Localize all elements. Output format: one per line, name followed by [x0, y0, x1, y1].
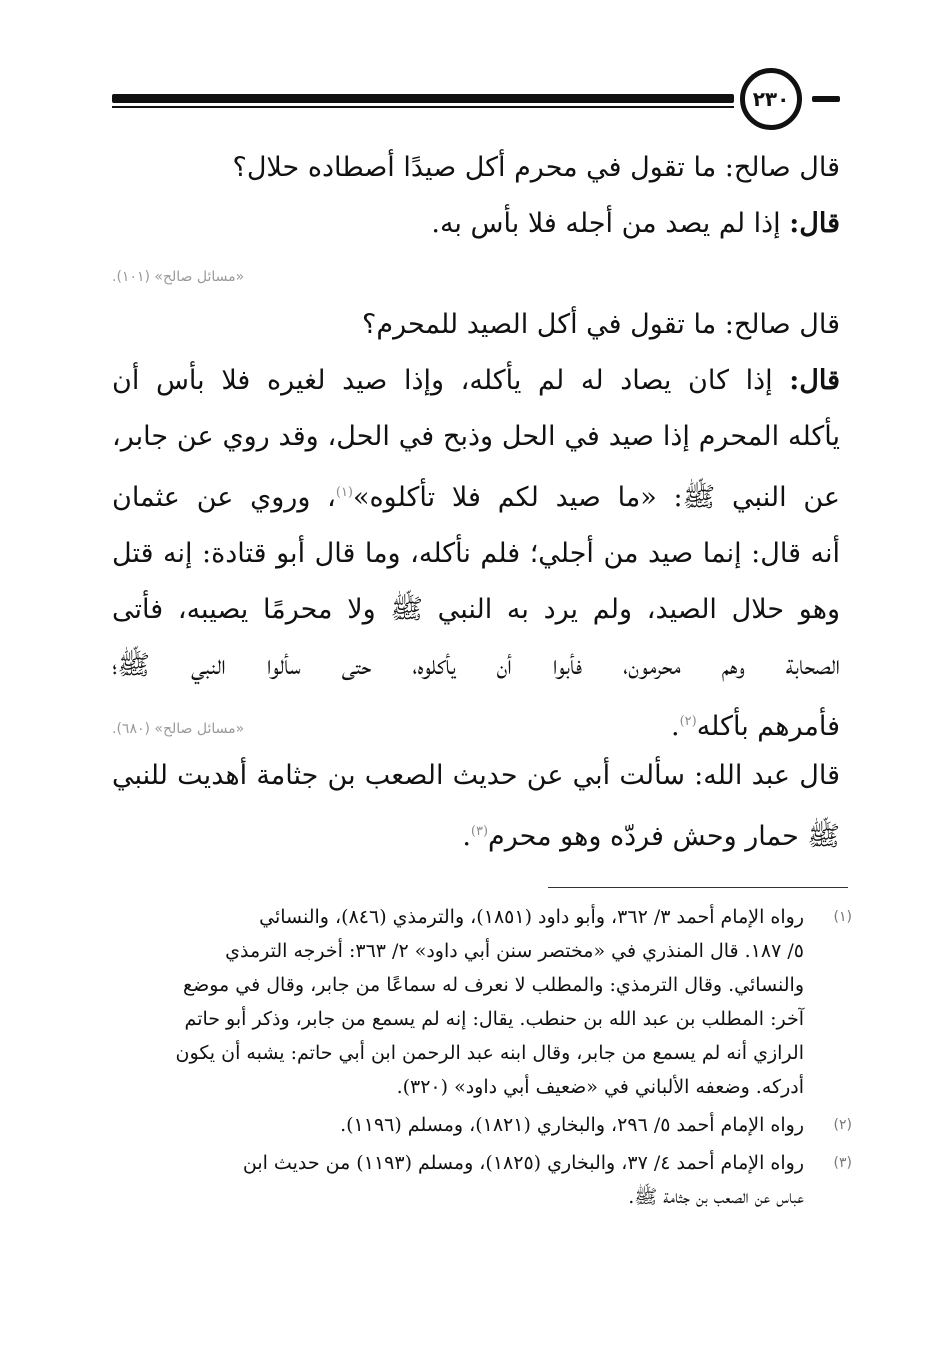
- text-line: [112, 465, 840, 526]
- line-text: عن النبي ﷺ: «ما صيد لكم فلا تأكلوه»: [353, 482, 840, 513]
- footnote-line: والنسائي. وقال الترمذي: والمطلب لا نعرف له سماعًا من جابر، وقال في موضع: [182, 974, 804, 996]
- line-text: الصحابة وهم محرمون، فأبوا أن يأكلوه، حتى سألوا النبي ﷺ؛: [112, 650, 840, 681]
- line-text: قال صالح: ما تقول في أكل الصيد للمحرم؟: [362, 309, 840, 340]
- header-rule: [112, 94, 734, 103]
- question-block-3: [112, 748, 840, 865]
- footnote-separator: [548, 887, 848, 888]
- line-text-after: ، وروي عن عثمان: [112, 482, 336, 513]
- header-rule-end: [812, 96, 840, 102]
- footnote-number: (٢): [833, 1117, 852, 1133]
- line-text: قال صالح: ما تقول في محرم أكل صيدًا أصطاده حلال؟: [232, 152, 840, 183]
- text-line: [112, 409, 840, 465]
- line-text: إذا لم يصد من أجله فلا بأس به.: [431, 208, 790, 239]
- line-text-after: .: [670, 711, 680, 742]
- footnote-line: رواه الإمام أحمد ٤/ ٣٧، والبخاري (١٨٢٥)، ومسلم (١١٩٣) من حديث ابن: [242, 1152, 804, 1174]
- line-text: يأكله المحرم إذا صيد في الحل وذبح في الحل، وقد روي عن جابر،: [112, 421, 840, 452]
- line-text: وهو حلال الصيد، ولم يرد به النبي ﷺ ولا محرمًا يصيبه، فأتى: [112, 594, 840, 625]
- line-text: ﷺ حمار وحش فردّه وهو محرم: [488, 821, 840, 852]
- footnote-line: آخر: المطلب بن عبد الله بن حنطب. يقال: إنه لم يسمع من جابر، وذكر أبو حاتم: [184, 1008, 804, 1030]
- footnote-marker: (١): [335, 485, 353, 500]
- line-text: قال عبد الله: سألت أبي عن حديث الصعب بن جثامة أهديت للنبي: [112, 760, 840, 791]
- line-text: أنه قال: إنما صيد من أجلي؛ فلم نأكله، وما قال أبو قتادة: إنه قتل: [112, 538, 840, 569]
- footnote-line: رواه الإمام أحمد ٣/ ٣٦٢، وأبو داود (١٨٥١)، والترمذي (٨٤٦)، والنسائي: [259, 906, 804, 928]
- answer-prefix: قال:: [789, 208, 840, 239]
- page-number: ٢٣٠: [752, 87, 790, 111]
- footnote-3: [112, 1146, 852, 1214]
- text-line: [112, 140, 840, 196]
- footnote-marker: (٣): [470, 824, 489, 839]
- text-line: [112, 582, 840, 638]
- footnote-marker: (٢): [679, 714, 697, 729]
- page-header: [112, 64, 840, 144]
- footnote-1: [112, 900, 852, 1104]
- footnote-line: الرازي أنه لم يسمع من جابر، وقال ابنه عبد الرحمن ابن أبي حاتم: يشبه أن يكون: [175, 1042, 804, 1064]
- source-citation: «مسائل صالح» (١٠١).: [112, 269, 245, 285]
- text-line: [112, 297, 840, 353]
- footnote-line: أدركه. وضعفه الألباني في «ضعيف أبي داود» (٣٢٠).: [396, 1076, 804, 1098]
- line-text: فأمرهم بأكله: [696, 711, 840, 742]
- text-line: [112, 804, 840, 865]
- text-line: [112, 748, 840, 804]
- text-line: [112, 526, 840, 582]
- question-block-2: [112, 297, 840, 755]
- footnote-line: عباس عن الصعب بن جثامة ﷺ.: [628, 1186, 804, 1208]
- footnote-number: (١): [833, 909, 852, 925]
- footnotes: [112, 900, 852, 1218]
- footnote-2: [112, 1108, 852, 1142]
- text-line: [112, 353, 840, 409]
- line-text-after: .: [462, 821, 471, 852]
- text-line: [112, 638, 840, 694]
- footnote-line: ٥/ ١٨٧. قال المنذري في «مختصر سنن أبي داود» ٢/ ٣٦٣: أخرجه الترمذي: [225, 940, 804, 962]
- text-line: [112, 196, 840, 252]
- page-number-badge: [740, 68, 802, 130]
- footnote-number: (٣): [833, 1155, 852, 1171]
- line-text: إذا كان يصاد له لم يأكله، وإذا صيد لغيره فلا بأس أن: [112, 365, 790, 396]
- footnote-line: رواه الإمام أحمد ٥/ ٢٩٦، والبخاري (١٨٢١)، ومسلم (١١٩٦).: [340, 1114, 804, 1136]
- answer-prefix: قال:: [789, 365, 840, 396]
- source-citation: «مسائل صالح» (٦٨٠).: [112, 721, 245, 737]
- question-block-1: [112, 140, 840, 252]
